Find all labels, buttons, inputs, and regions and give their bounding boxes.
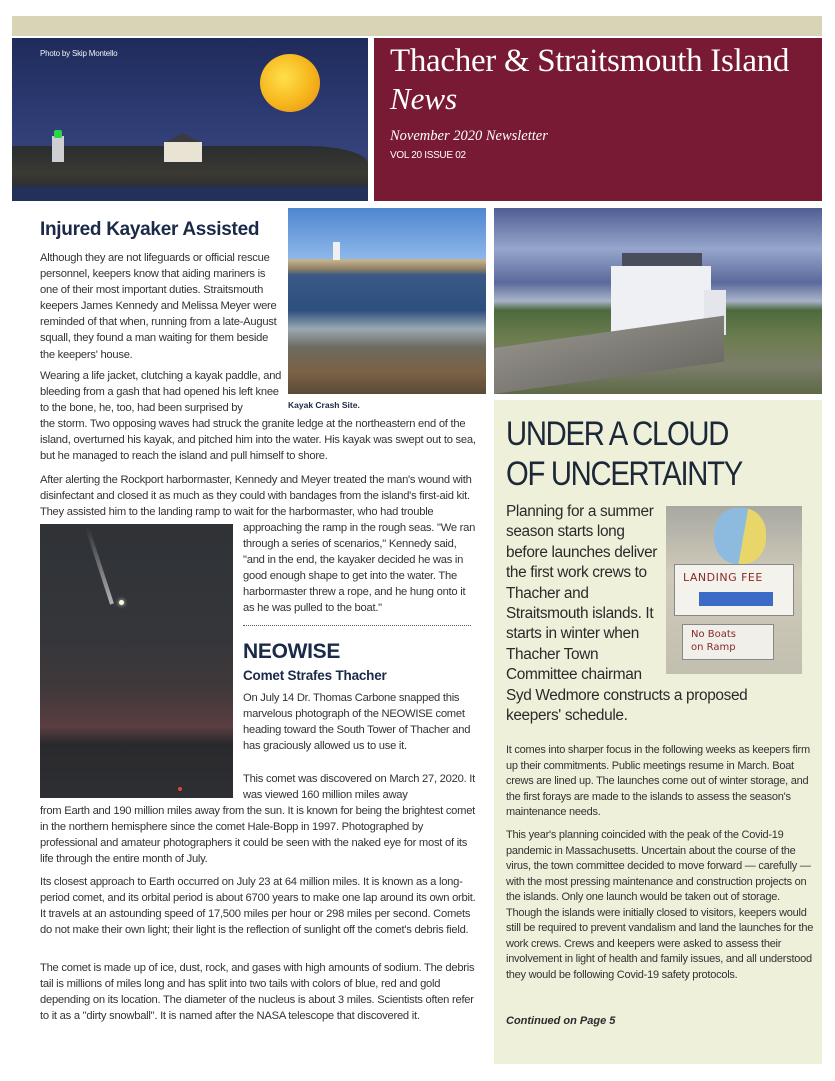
top-band [12, 16, 822, 36]
header-photo-lighthouse-moon [12, 38, 368, 201]
dotted-divider [243, 625, 471, 626]
kayak-article-title: Injured Kayaker Assisted [40, 219, 260, 240]
kayak-paragraph-2a: Wearing a life jacket, clutching a kayak paddle, and bleeding from a gash that had opened his left knee to the bone, he, too, had been surprised by [40, 370, 282, 415]
kayak-paragraph-3a: After alerting the Rockport harbormaster, Kennedy and Meyer treated the man's wound with disinfectant and closed it as much as they could with bandages from the island's first-aid kit. They assisted him to the landing ramp to wait for the harbormaster, who had trouble [40, 474, 472, 519]
issue-label: November 2020 Newsletter [390, 128, 548, 144]
continued-link[interactable]: Continued on Page 5 [506, 1015, 616, 1027]
masthead [374, 38, 822, 201]
cloud-article-title [506, 414, 742, 494]
tower-red-light [178, 787, 182, 791]
kayak-paragraph-1: Although they are not lifeguards or official rescue personnel, keepers know that aiding mariners is one of their most important duties. Straitsmouth keepers James Kennedy and Melissa Meyer were reminded of that when, running from a late-August squall, they found a man waiting for them beside the keepers' house. [40, 252, 277, 361]
cloud-lead-a: Planning for a summer season starts long before launches deliver the first work crews to Thacher and Straitsmouth islands. It starts in winter when Thacher Town Committee chairman [506, 503, 658, 684]
kayak-paragraph-3b: approaching the ramp in the rough seas. "We ran through a series of scenarios," Kennedy said, "and in the end, the kayaker decided he was in good enough shape to get into the water. The harbormaster threw a rope, and he hung onto it as he was pulled to the boat." [243, 522, 476, 615]
sign-text-landing-fee: LANDING FEE [683, 571, 763, 584]
neowise-paragraph-4: The comet is made up of ice, dust, rock, and gases with high amounts of sodium. The debris tail is millions of miles long and has split into two tails with colors of blue, red and gold depending on its location. The diameter of the nucleus is about 3 miles. Scientists often refer to it as a "dirty snowball". It is named after the NASA telescope that discovered it. [40, 962, 475, 1023]
lighthouse-tower [333, 242, 340, 260]
sign-text-line-1: No Boats [691, 629, 737, 640]
no-boats-sign [682, 624, 774, 660]
neowise-paragraph-3: Its closest approach to Earth occurred on July 23 at 64 million miles. It is known as a long-period comet, and its orbital period is about 6700 years to make one lap around its own orbit. It travels at an astounding speed of 17,500 miles per hour or 298 miles per second. Comets do not make their own light; their light is the reflection of sunlight off the comet's debris field. [40, 876, 476, 937]
landing-fee-sign-photo [666, 506, 802, 674]
cloud-paragraph-1: It comes into sharper focus in the following weeks as keepers firm up their commitments. Public meetings resume in March. Boat crews are lined up. The launches come out of winter storage, and the first forays are made to the islands to assess the season's maintenance needs. [506, 744, 810, 818]
cloud-title-line-1: UNDER A CLOUD [506, 415, 729, 453]
landing-fee-sign [674, 564, 794, 616]
keepers-house-photo [494, 208, 822, 394]
cloud-lead-b: Syd Wedmore constructs a proposed keepers' schedule. [506, 687, 748, 725]
kayak-photo-caption: Kayak Crash Site. [288, 400, 360, 410]
boardwalk [494, 316, 724, 394]
lighthouse-light [54, 130, 62, 138]
cloud-title-line-2: OF UNCERTAINTY [506, 455, 742, 493]
kayak-paragraph-2b: the storm. Two opposing waves had struck the granite ledge at the northeastern end of the island, overturned his kayak, and pitched him into the water. His kayak was swept out to sea, but he managed to reach the island and pull himself to shore. [40, 418, 476, 463]
newsletter-title-news: News [390, 81, 458, 116]
sign-text-no-boats [691, 628, 736, 654]
neowise-paragraph-2b: from Earth and 190 million miles away from the sun. It is known for being the brightest comet in the northern hemisphere since the comet Hale-Bopp in 1997. Photographed by professional and amateur photographers it could be seen with the naked eye for most of its life through the entire month of July. [40, 805, 476, 866]
cloud-article-box [494, 400, 822, 1064]
photo-credit: Photo by Skip Montello [40, 49, 118, 58]
moon [260, 54, 320, 112]
neowise-article-title: NEOWISE [243, 640, 341, 663]
beach-ball [714, 508, 766, 564]
neowise-comet-photo [40, 524, 233, 798]
neowise-paragraph-1: On July 14 Dr. Thomas Carbone snapped this marvelous photograph of the NEOWISE comet heading toward the South Tower of Thacher and has graciously allowed us to use it. [243, 692, 471, 753]
sign-text-line-2: on Ramp [691, 642, 736, 653]
kayak-crash-site-photo [288, 208, 486, 394]
neowise-article-subtitle: Comet Strafes Thacher [243, 668, 387, 683]
comet-tail [85, 527, 114, 604]
newsletter-title: Thacher & Straitsmouth Island [390, 43, 790, 79]
volume-issue: VOL 20 ISSUE 02 [390, 150, 466, 161]
neowise-paragraph-2a: This comet was discovered on March 27, 2020. It was viewed 160 million miles away [243, 773, 476, 802]
comet-nucleus [119, 600, 124, 605]
blue-tape [699, 592, 773, 606]
cloud-paragraph-2: This year's planning coincided with the peak of the Covid-19 pandemic in Massachusetts. Uncertain about the course of the virus, the town committee decided to move forward — carefully — with the most pressing maintenance and construction projects on the islands. Only one launch would be taken out of storage. Though the islands were initially closed to visitors, keepers would still be required to prevent vandalism and land the launches for the work crews. Crews and keepers were asked to assess their involvement in light of health and family issues, and all understood they would be following Covid-19 safety protocols. [506, 829, 814, 981]
lighthouse [52, 136, 64, 162]
keepers-house [164, 142, 202, 162]
water [12, 186, 368, 201]
